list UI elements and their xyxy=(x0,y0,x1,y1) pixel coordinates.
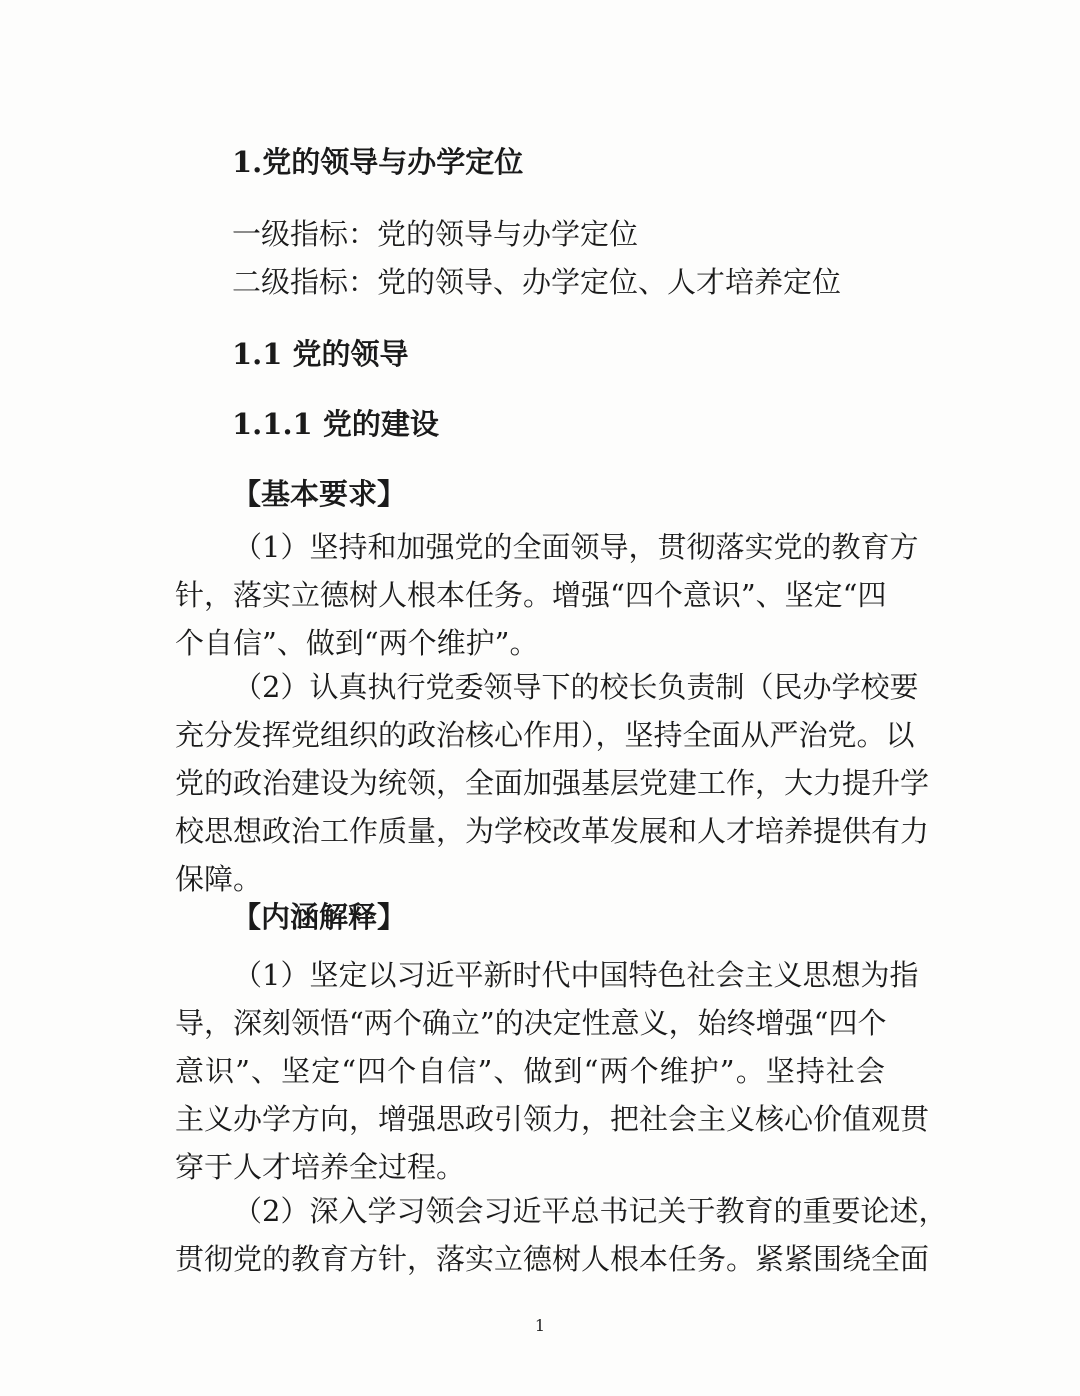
paragraph-line: 校思想政治工作质量，为学校改革发展和人才培养提供有力 xyxy=(175,814,930,848)
paragraph-line: 意识”、坚定“四个自信”、做到“两个维护”。坚持社会 xyxy=(175,1054,885,1088)
section-heading-1-1-1: 1.1.1 党的建设 xyxy=(232,407,439,441)
paragraph-line: 贯彻党的教育方针，落实立德树人根本任务。紧紧围绕全面 xyxy=(175,1242,930,1276)
basic-requirements-title: 【基本要求】 xyxy=(232,477,407,511)
paragraph-line: 针，落实立德树人根本任务。增强“四个意识”、坚定“四 xyxy=(175,578,887,612)
section-heading-1: 1.党的领导与办学定位 xyxy=(232,145,524,179)
paragraph-line: 导，深刻领悟“两个确立”的决定性意义，始终增强“四个 xyxy=(175,1006,887,1040)
paragraph-line: 个自信”、做到“两个维护”。 xyxy=(175,626,539,660)
page-number: 1 xyxy=(534,1316,546,1335)
paragraph-line: （1）坚定以习近平新时代中国特色社会主义思想为指 xyxy=(233,958,919,992)
paragraph-line: 充分发挥党组织的政治核心作用），坚持全面从严治党。以 xyxy=(175,718,915,752)
connotation-item-1 xyxy=(175,951,930,1191)
paragraph-line: 党的政治建设为统领，全面加强基层党建工作，大力提升学 xyxy=(175,766,930,800)
index-level-1: 一级指标：党的领导与办学定位 xyxy=(232,217,639,251)
paragraph-line: 主义办学方向，增强思政引领力，把社会主义核心价值观贯 xyxy=(175,1102,930,1136)
basic-requirements-item-1 xyxy=(175,523,919,667)
basic-requirements-item-2 xyxy=(175,663,930,903)
connotation-title: 【内涵解释】 xyxy=(232,900,407,934)
paragraph-line: 穿于人才培养全过程。 xyxy=(175,1150,466,1184)
paragraph-line: （1）坚持和加强党的全面领导，贯彻落实党的教育方 xyxy=(233,530,919,564)
section-heading-1-1: 1.1 党的领导 xyxy=(232,337,409,371)
paragraph-line: （2）深入学习领会习近平总书记关于教育的重要论述， xyxy=(233,1194,948,1228)
index-level-2: 二级指标：党的领导、办学定位、人才培养定位 xyxy=(232,265,842,299)
paragraph-line: （2）认真执行党委领导下的校长负责制（民办学校要 xyxy=(233,670,919,704)
connotation-item-2 xyxy=(175,1187,948,1283)
paragraph-line: 保障。 xyxy=(175,862,263,896)
